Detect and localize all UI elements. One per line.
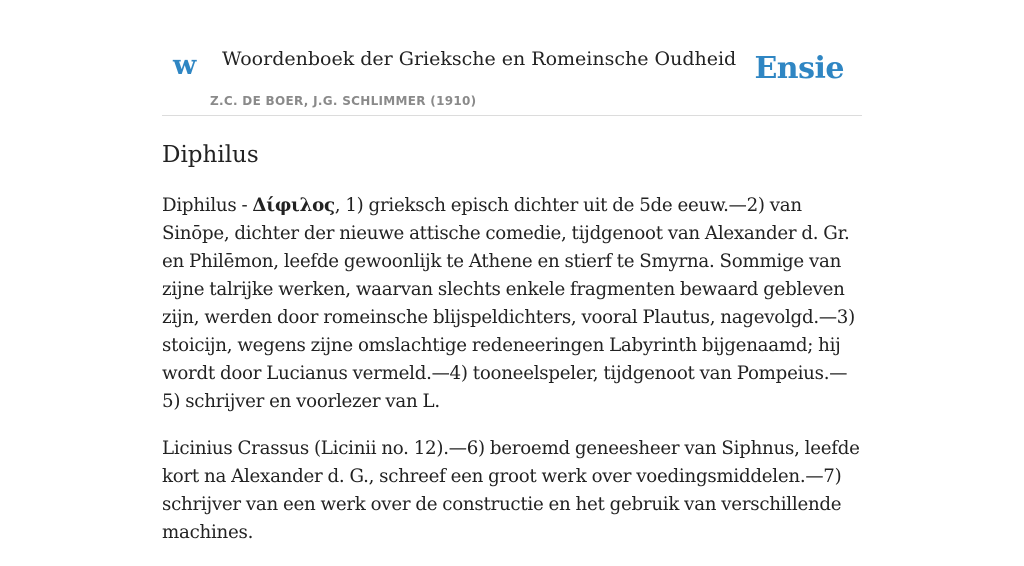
entry-lead: Diphilus -: [162, 195, 253, 216]
entry-paragraph-1-text: , 1) grieksch episch dichter uit de 5de eeuw.—2) van Sinōpe, dichter der nieuwe attische comedie, tijdgenoot van Alexander d. Gr. en Philēmon, leefde gewoonlijk te Athene en stierf te Smyrna. Sommige van zijne talrijke werken, waarvan slechts enkele fragmenten bewaard gebleven zijn, werden door romeinsche blijspeldichters, vooral Plautus, nagevolgd.—3) stoicijn, wegens zijne omslachtige redeneeringen Labyrinth bijgenaamd; hij wordt door Lucianus vermeld.—4) tooneelspeler, tijdgenoot van Pompeius.—5) schrijver en voorlezer van L.: [162, 195, 855, 412]
book-logo-icon[interactable]: w: [173, 50, 197, 81]
entry-greek-term: Δίφιλος: [252, 195, 335, 216]
entry-title: Diphilus: [162, 142, 259, 168]
entry-body: [162, 192, 862, 566]
entry-paragraph-2: Licinius Crassus (Licinii no. 12).—6) beroemd geneesheer van Siphnus, leefde kort na Alexander d. G., schreef een groot werk over voedingsmiddelen.—7) schrijver van een werk over de constructie en het gebruik van verschillende machines.: [162, 438, 860, 543]
book-header: [162, 0, 862, 116]
ensie-brand-logo[interactable]: Ensie: [754, 51, 844, 86]
page-container: [162, 0, 862, 543]
book-author: Z.C. DE BOER, J.G. SCHLIMMER (1910): [210, 94, 477, 108]
entry-paragraph-1: [162, 192, 862, 416]
book-title-link[interactable]: Woordenboek der Grieksche en Romeinsche Oudheid: [222, 48, 737, 70]
